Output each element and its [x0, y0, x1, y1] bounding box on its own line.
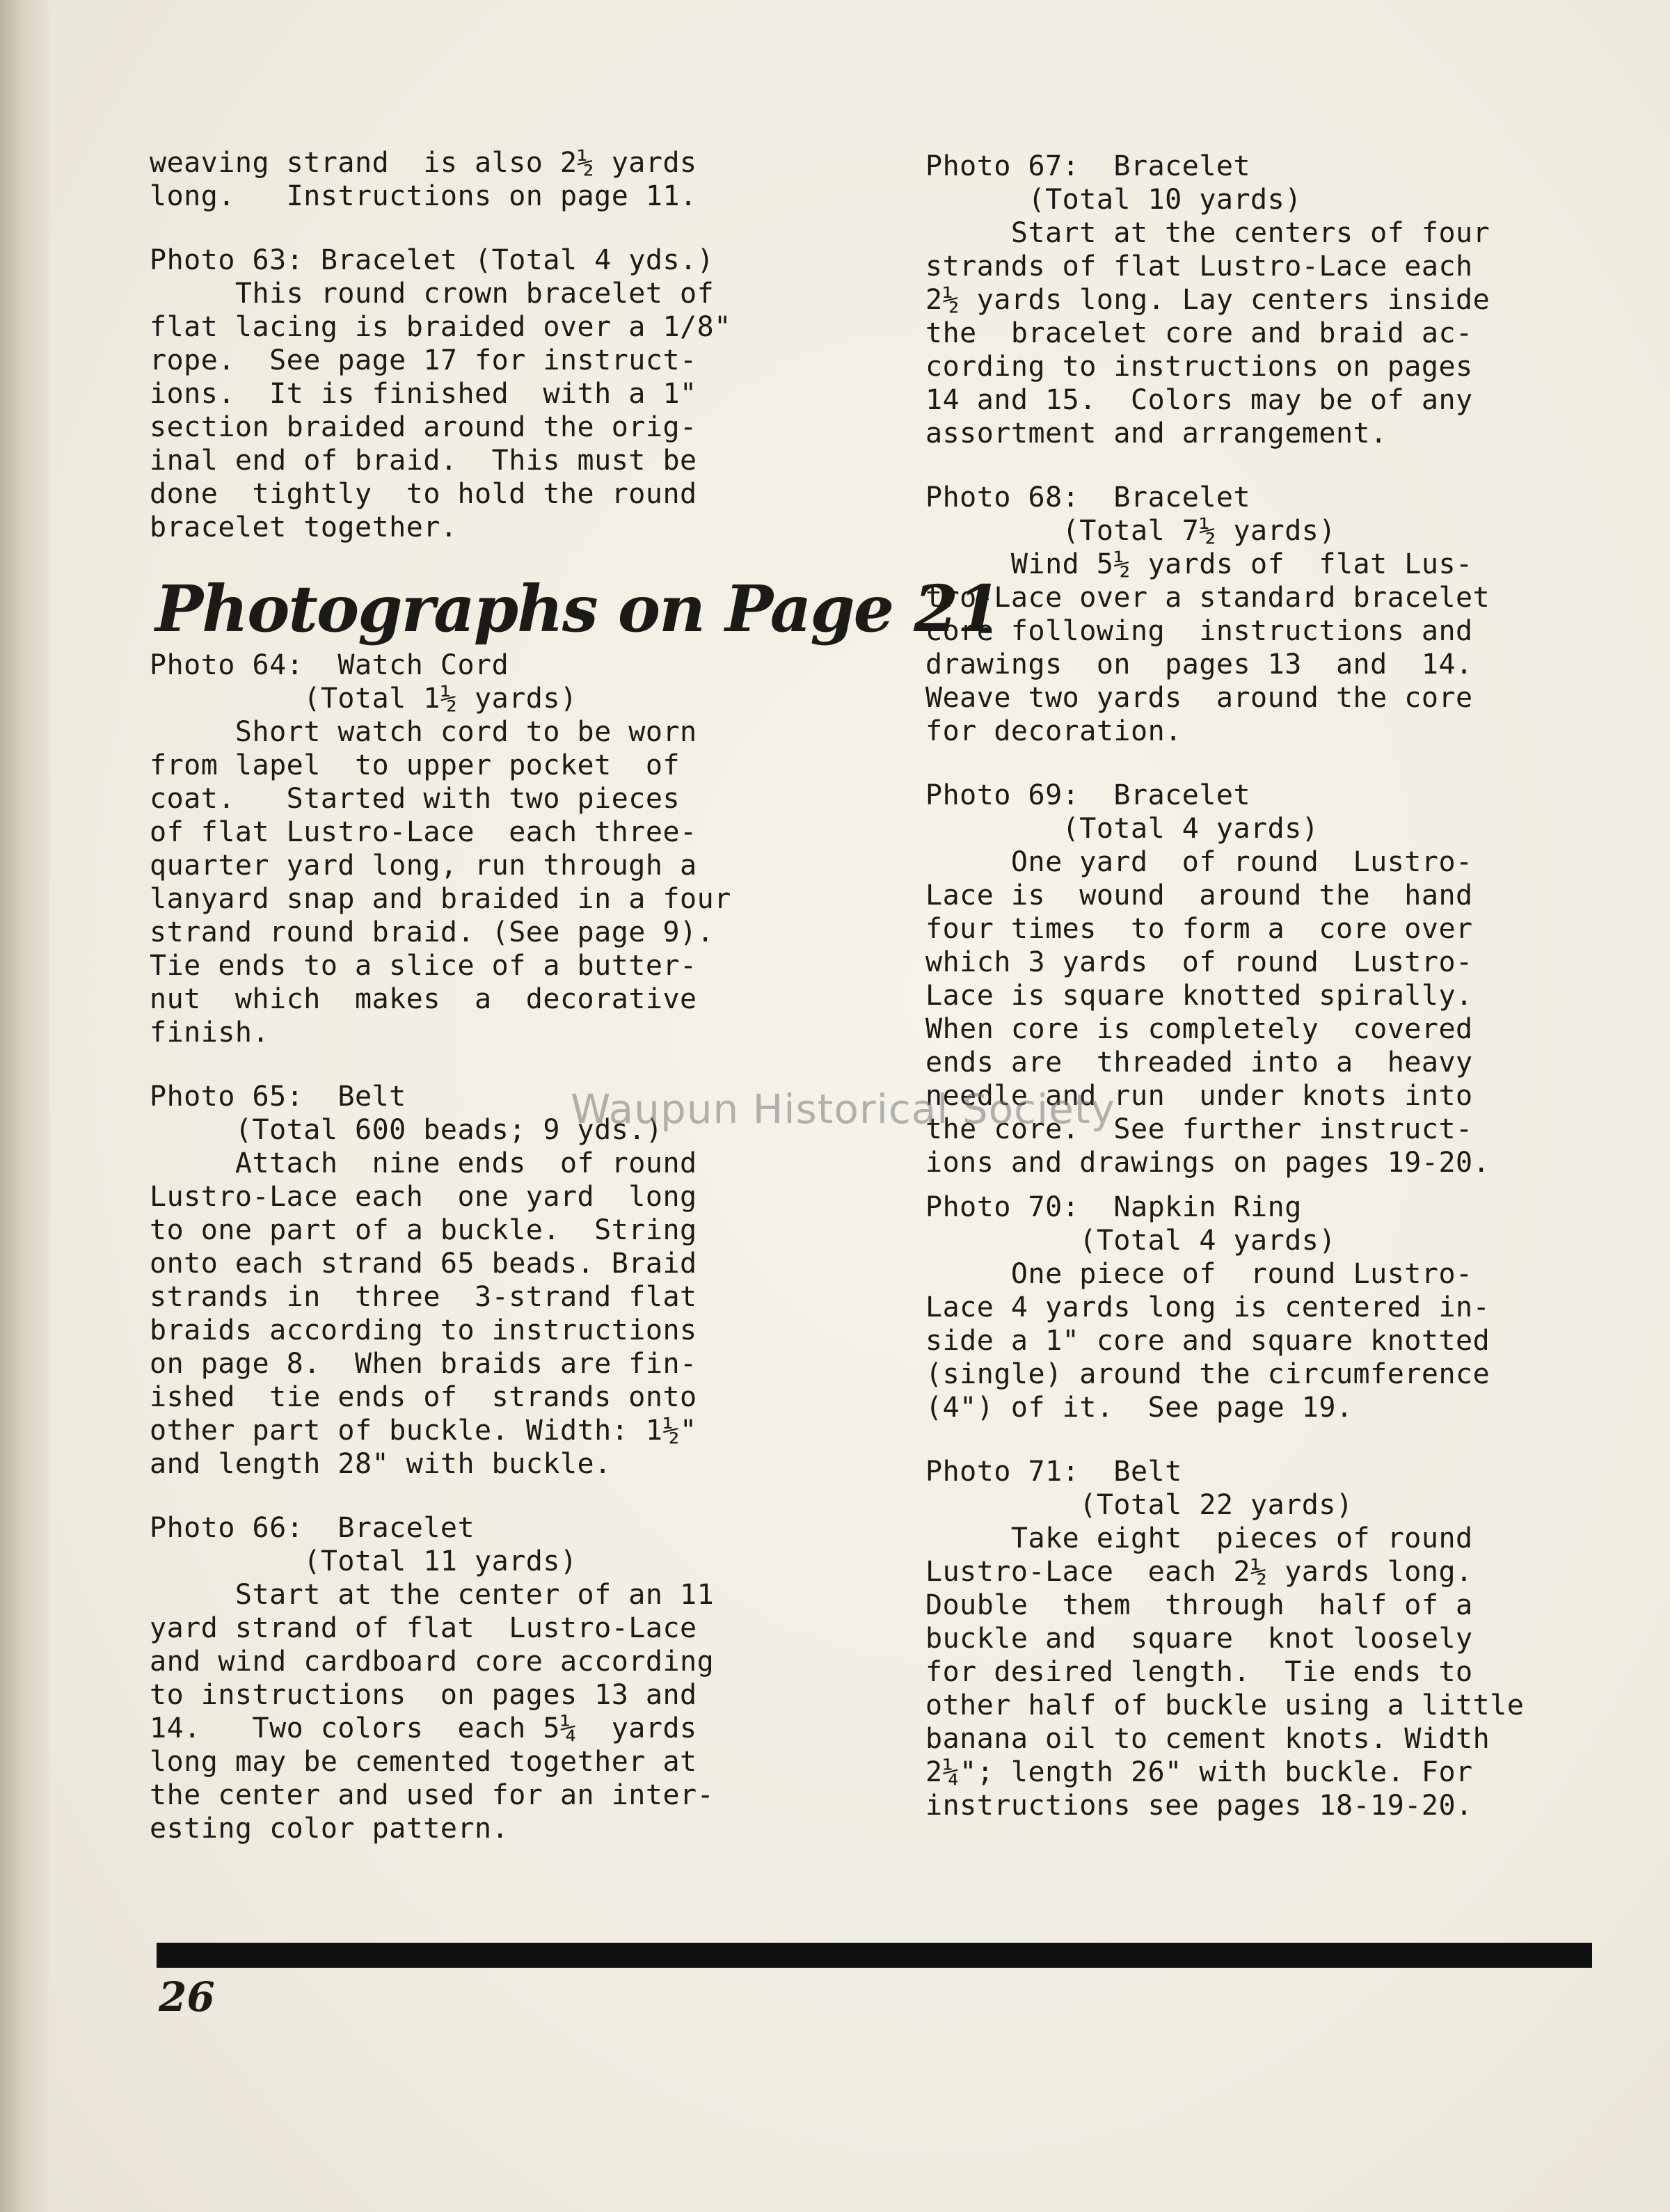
text-line: flat lacing is braided over a 1/8" [150, 311, 731, 343]
photo-71-entry [925, 1455, 1586, 1822]
photo-65-entry [150, 1080, 818, 1481]
text-line: for decoration. [925, 715, 1182, 747]
text-line: Lustro-Lace each one yard long [150, 1181, 697, 1213]
text-line: (Total 22 yards) [925, 1489, 1353, 1521]
text-line: Attach nine ends of round [150, 1147, 697, 1179]
text-line: (single) around the circumference [925, 1358, 1490, 1390]
text-line: ions and drawings on pages 19-20. [925, 1147, 1490, 1179]
text-line: tro-Lace over a standard bracelet [925, 582, 1490, 614]
text-line: the bracelet core and braid ac- [925, 317, 1473, 349]
text-line: (Total 10 yards) [925, 184, 1302, 216]
text-line: Photo 67: Bracelet [925, 150, 1251, 182]
photo-66-entry [150, 1511, 818, 1845]
text-line: Wind 5½ yards of flat Lus- [925, 548, 1473, 580]
text-line: needle and run under knots into [925, 1080, 1473, 1112]
text-line: esting color pattern. [150, 1813, 509, 1845]
text-line: buckle and square knot loosely [925, 1623, 1473, 1655]
text-line: cording to instructions on pages [925, 351, 1473, 383]
text-line: other half of buckle using a little [925, 1689, 1525, 1721]
text-line: Photo 69: Bracelet [925, 779, 1251, 811]
text-line: Start at the center of an 11 [150, 1579, 715, 1611]
text-line: done tightly to hold the round [150, 478, 697, 510]
photo-64-entry [150, 649, 818, 1049]
text-line: 14. Two colors each 5¼ yards [150, 1712, 697, 1744]
text-line: from lapel to upper pocket of [150, 749, 681, 781]
text-line: for desired length. Tie ends to [925, 1656, 1473, 1688]
text-line: Lace is square knotted spirally. [925, 980, 1473, 1012]
text-line: (Total 600 beads; 9 yds.) [150, 1114, 663, 1146]
text-line: Photo 68: Bracelet [925, 482, 1251, 514]
text-line: Weave two yards around the core [925, 682, 1473, 714]
text-line: strands in three 3-strand flat [150, 1281, 697, 1313]
text-line: Start at the centers of four [925, 217, 1490, 249]
text-line: to one part of a buckle. String [150, 1214, 697, 1246]
text-line: When core is completely covered [925, 1013, 1473, 1045]
text-line: of flat Lustro-Lace each three- [150, 816, 697, 848]
text-line: (Total 4 yards) [925, 813, 1319, 845]
intro-paragraph [150, 146, 818, 213]
text-line: (Total 7½ yards) [925, 515, 1336, 547]
photo-68-entry [925, 481, 1586, 748]
text-line: Photo 70: Napkin Ring [925, 1191, 1302, 1223]
text-line: lanyard snap and braided in a four [150, 883, 731, 915]
photo-67-entry [925, 150, 1586, 450]
text-line: coat. Started with two pieces [150, 783, 681, 815]
watermark: Waupun Historical Society [571, 1085, 1115, 1133]
text-line: Photo 63: Bracelet (Total 4 yds.) [150, 244, 715, 276]
text-line: (4") of it. See page 19. [925, 1392, 1353, 1424]
text-line: finish. [150, 1017, 270, 1049]
text-line: nut which makes a decorative [150, 983, 697, 1015]
text-line: banana oil to cement knots. Width [925, 1723, 1490, 1755]
right-column [925, 150, 1586, 1853]
text-line: (Total 4 yards) [925, 1225, 1336, 1257]
text-line: This round crown bracelet of [150, 278, 715, 310]
text-line: bracelet together. [150, 511, 458, 543]
text-line: One piece of round Lustro- [925, 1258, 1473, 1290]
text-line: ished tie ends of strands onto [150, 1381, 697, 1413]
text-line: (Total 1½ yards) [150, 683, 578, 715]
text-line: strand round braid. (See page 9). [150, 916, 715, 948]
photo-70-entry [925, 1191, 1586, 1424]
text-line: ends are threaded into a heavy [925, 1047, 1473, 1079]
section-heading: Photographs on Page 21 [155, 571, 1001, 646]
text-line: the center and used for an inter- [150, 1779, 715, 1811]
text-line: to instructions on pages 13 and [150, 1679, 697, 1711]
photo-63-entry [150, 244, 818, 544]
text-line: Lace is wound around the hand [925, 880, 1473, 912]
text-line: and length 28" with buckle. [150, 1448, 612, 1480]
text-line: Photo 71: Belt [925, 1456, 1182, 1488]
text-line: (Total 11 yards) [150, 1545, 578, 1577]
page-number: 26 [159, 1973, 215, 2021]
text-line: Photo 64: Watch Cord [150, 649, 509, 681]
text-line: weaving strand is also 2½ yards [150, 147, 697, 179]
text-line: strands of flat Lustro-Lace each [925, 250, 1473, 283]
text-line: braids according to instructions [150, 1314, 697, 1346]
text-line: 14 and 15. Colors may be of any [925, 384, 1473, 416]
text-line: 2½ yards long. Lay centers inside [925, 284, 1490, 316]
text-line: Take eight pieces of round [925, 1522, 1473, 1554]
text-line: long. Instructions on page 11. [150, 180, 697, 212]
text-line: on page 8. When braids are fin- [150, 1348, 697, 1380]
text-line: and wind cardboard core according [150, 1646, 715, 1678]
text-line: core following instructions and [925, 615, 1473, 647]
text-line: inal end of braid. This must be [150, 445, 697, 477]
text-line: other part of buckle. Width: 1½" [150, 1415, 697, 1447]
text-line: yard strand of flat Lustro-Lace [150, 1612, 697, 1644]
text-line: the core. See further instruct- [925, 1113, 1473, 1145]
text-line: Lustro-Lace each 2½ yards long. [925, 1556, 1473, 1588]
text-line: rope. See page 17 for instruct- [150, 344, 697, 376]
text-line: quarter yard long, run through a [150, 850, 697, 882]
text-line: drawings on pages 13 and 14. [925, 649, 1473, 681]
text-line: which 3 yards of round Lustro- [925, 946, 1473, 978]
text-line: long may be cemented together at [150, 1746, 697, 1778]
text-line: section braided around the orig- [150, 411, 697, 443]
text-line: assortment and arrangement. [925, 417, 1387, 449]
text-line: Short watch cord to be worn [150, 716, 697, 748]
text-line: 2¼"; length 26" with buckle. For [925, 1756, 1473, 1788]
footer-rule [157, 1943, 1592, 1968]
text-line: Lace 4 yards long is centered in- [925, 1291, 1490, 1323]
text-line: Photo 65: Belt [150, 1081, 406, 1113]
text-line: four times to form a core over [925, 913, 1473, 945]
text-line: Double them through half of a [925, 1589, 1473, 1621]
text-line: Photo 66: Bracelet [150, 1512, 475, 1544]
text-line: side a 1" core and square knotted [925, 1325, 1490, 1357]
book-binding-edge [0, 0, 51, 2212]
text-line: instructions see pages 18-19-20. [925, 1790, 1473, 1822]
text-line: ions. It is finished with a 1" [150, 378, 697, 410]
text-line: Tie ends to a slice of a butter- [150, 950, 697, 982]
text-line: One yard of round Lustro- [925, 846, 1473, 878]
text-line: onto each strand 65 beads. Braid [150, 1248, 697, 1280]
